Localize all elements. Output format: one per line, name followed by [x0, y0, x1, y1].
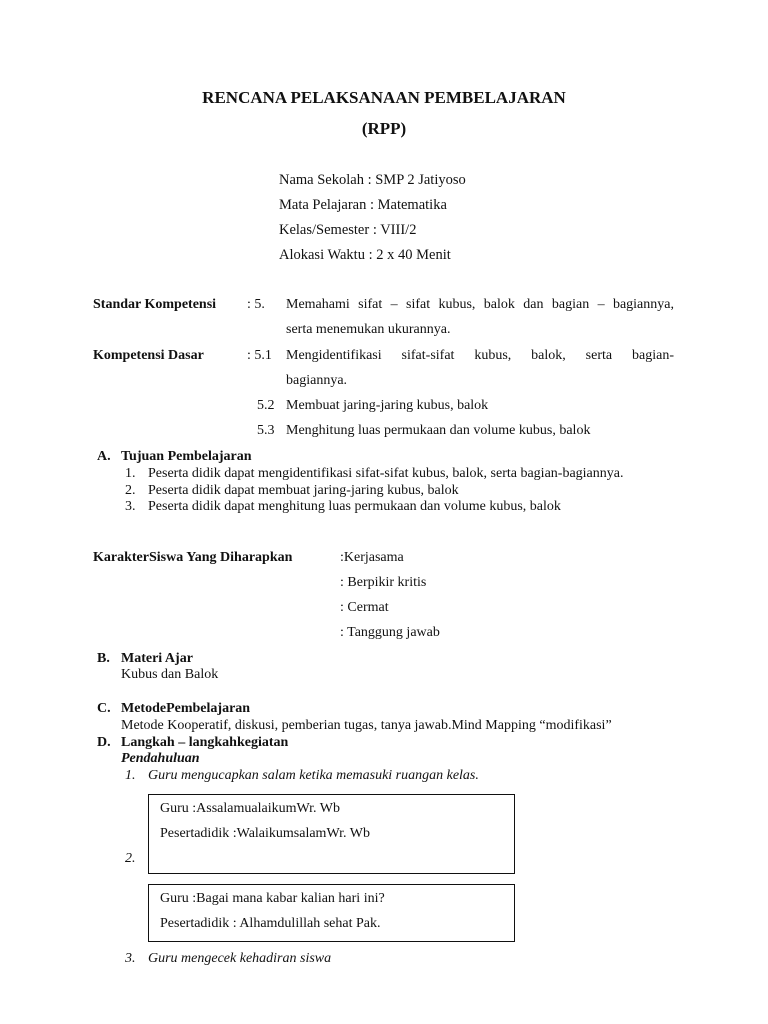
document-subtitle: (RPP)	[361, 119, 407, 138]
kompetensi-item2-text: Membuat jaring-jaring kubus, balok	[286, 398, 489, 413]
dialogue-greeting-teacher: Guru :AssalamualaikumWr. Wb	[160, 801, 340, 816]
dialogue-box-wellbeing	[148, 884, 515, 942]
karakter-label: KarakterSiswa Yang Diharapkan	[93, 550, 293, 565]
kompetensi-item2-number: 5.2	[257, 398, 275, 413]
section-a-title: Tujuan Pembelajaran	[121, 449, 252, 464]
kompetensi-dasar-separator: : 5.1	[247, 348, 272, 363]
document-title: RENCANA PELAKSANAAN PEMBELAJARAN	[202, 88, 566, 107]
subject-name: Mata Pelajaran : Matematika	[279, 197, 447, 213]
dialogue-wellbeing-students: Pesertadidik : Alhamdulillah sehat Pak.	[160, 916, 381, 931]
section-d-title: Langkah – langkahkegiatan	[121, 735, 289, 750]
kompetensi-dasar-label: Kompetensi Dasar	[93, 348, 204, 363]
section-b-title: Materi Ajar	[121, 651, 193, 666]
tujuan-item-3-number: 3.	[125, 499, 136, 514]
karakter-value-1: :Kerjasama	[340, 550, 404, 565]
step-3-text: Guru mengecek kehadiran siswa	[148, 951, 332, 966]
step-3-number: 3.	[125, 951, 136, 966]
standar-kompetensi-text-line1: Memahami sifat – sifat kubus, balok dan bagian – bagiannya,	[286, 297, 674, 312]
step-1-number: 1.	[125, 768, 136, 783]
dialogue-box-greeting	[148, 794, 515, 874]
standar-kompetensi-text-line2: serta menemukan ukurannya.	[286, 322, 451, 337]
standar-kompetensi-separator: : 5.	[247, 297, 265, 312]
kompetensi-item1-line2: bagiannya.	[286, 373, 348, 388]
class-semester: Kelas/Semester : VIII/2	[279, 222, 417, 238]
section-d-subtitle: Pendahuluan	[121, 751, 200, 766]
section-c-letter: C.	[97, 701, 111, 716]
section-c-title: MetodePembelajaran	[121, 701, 251, 716]
section-c-content: Metode Kooperatif, diskusi, pemberian tugas, tanya jawab.Mind Mapping “modifikasi”	[121, 718, 612, 733]
tujuan-item-2-number: 2.	[125, 483, 136, 498]
section-a-letter: A.	[97, 449, 111, 464]
section-b-letter: B.	[97, 651, 110, 666]
standar-kompetensi-label: Standar Kompetensi	[93, 297, 217, 312]
tujuan-item-3-text: Peserta didik dapat menghitung luas permukaan dan volume kubus, balok	[148, 499, 561, 514]
kompetensi-item1-line1: Mengidentifikasi sifat-sifat kubus, balok, serta bagian-	[286, 348, 674, 363]
step-1-text: Guru mengucapkan salam ketika memasuki ruangan kelas.	[148, 768, 479, 783]
karakter-value-2: : Berpikir kritis	[340, 575, 427, 590]
time-allocation: Alokasi Waktu : 2 x 40 Menit	[279, 247, 451, 263]
tujuan-item-1-text: Peserta didik dapat mengidentifikasi sifat-sifat kubus, balok, serta bagian-bagiannya.	[148, 466, 624, 481]
step-2-number: 2.	[125, 851, 136, 866]
tujuan-item-2-text: Peserta didik dapat membuat jaring-jaring kubus, balok	[148, 483, 459, 498]
karakter-value-4: : Tanggung jawab	[340, 625, 440, 640]
section-d-letter: D.	[97, 735, 111, 750]
school-name: Nama Sekolah : SMP 2 Jatiyoso	[279, 172, 466, 188]
dialogue-wellbeing-teacher: Guru :Bagai mana kabar kalian hari ini?	[160, 891, 385, 906]
karakter-value-3: : Cermat	[340, 600, 389, 615]
kompetensi-item3-number: 5.3	[257, 423, 275, 438]
tujuan-item-1-number: 1.	[125, 466, 136, 481]
kompetensi-item3-text: Menghitung luas permukaan dan volume kubus, balok	[286, 423, 591, 438]
dialogue-greeting-students: Pesertadidik :WalaikumsalamWr. Wb	[160, 826, 370, 841]
section-b-content: Kubus dan Balok	[121, 667, 219, 682]
